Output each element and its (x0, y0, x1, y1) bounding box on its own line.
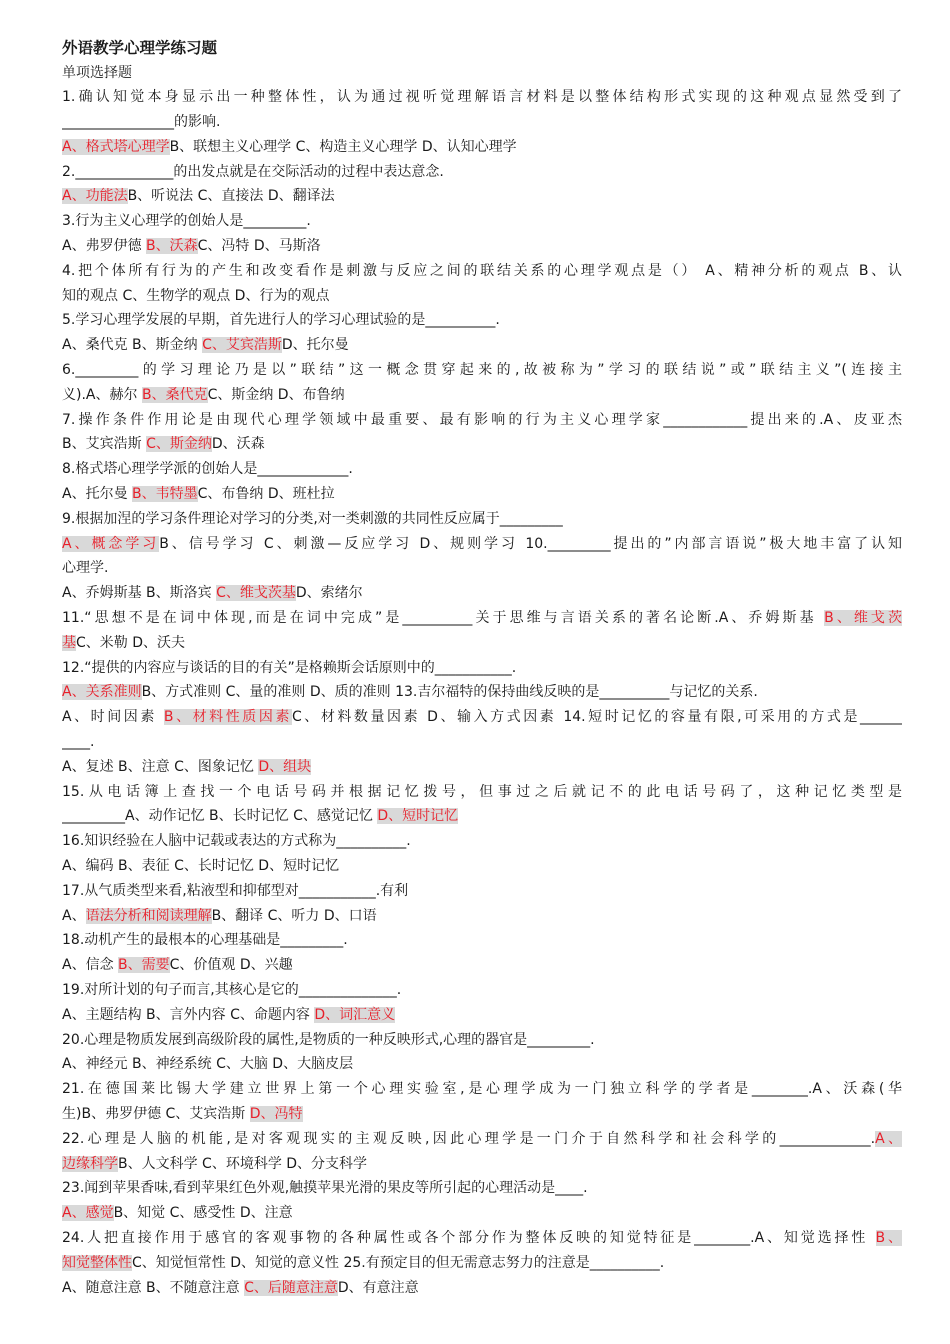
text-segment: B、知觉 C、感受性 D、注意 (113, 1205, 293, 1222)
answer-highlight: C、艾宾浩斯 (202, 337, 282, 354)
text-line (62, 1152, 902, 1177)
text-line (62, 804, 902, 829)
text-segment: 8.格式塔心理学学派的创始人是_____________. (62, 461, 353, 478)
text-line (62, 978, 902, 1003)
answer-highlight: A、格式塔心理学 (62, 138, 170, 155)
text-segment: A、神经元 B、神经系统 C、大脑 D、大脑皮层 (62, 1056, 354, 1073)
section-heading: 单项选择题 (62, 64, 132, 81)
answer-highlight: A、概念学习 (62, 535, 160, 552)
text-segment: 9.根据加涅的学习条件理论对学习的分类,对一类刺激的共同性反应属于_________ (62, 510, 563, 527)
text-line (62, 556, 902, 581)
text-line (62, 928, 902, 953)
answer-highlight: B、需要 (118, 957, 170, 974)
text-segment: B、听说法 C、直接法 D、翻译法 (127, 188, 335, 205)
text-segment: 21.在德国莱比锡大学建立世界上第一个心理实验室,是心理学成为一门独立科学的学者是________.A、沃森(华 (62, 1081, 902, 1098)
text-segment: 7.操作条件作用论是由现代心理学领域中最重要、最有影响的行为主义心理学家____________提出来的.A、皮亚杰 (62, 411, 902, 428)
text-line (62, 1102, 902, 1127)
text-segment: A、 (62, 907, 86, 924)
text-line (62, 829, 902, 854)
text-line (62, 1003, 902, 1028)
text-segment: C、材料数量因素 D、输入方式因素 14.短时记忆的容量有限,可采用的方式是______ (291, 709, 902, 726)
text-segment: 5.学习心理学发展的早期，首先进行人的学习心理试验的是__________. (62, 312, 500, 329)
text-line (62, 383, 902, 408)
text-line (62, 1077, 902, 1102)
text-segment: 知的观点 C、生物学的观点 D、行为的观点 (62, 287, 330, 304)
text-segment: 17.从气质类型来看,粘液型和抑郁型对___________.有利 (62, 882, 409, 899)
text-segment: 22.心理是人脑的机能,是对客观现实的主观反映,因此心理学是一门介于自然科学和社会科学的_____________. (62, 1130, 876, 1147)
text-segment: 19.对所计划的句子而言,其核心是它的______________. (62, 981, 402, 998)
answer-highlight: 边缘科学 (62, 1155, 118, 1172)
text-line (62, 631, 902, 656)
text-segment: C、价值观 D、兴趣 (169, 957, 293, 974)
answer-highlight: D、词汇意义 (314, 1006, 396, 1023)
text-segment: A、弗罗伊德 (62, 238, 147, 255)
answer-highlight: B、材料性质因素 (163, 709, 292, 726)
text-segment: 3.行为主义心理学的创始人是_________. (62, 213, 311, 230)
text-segment: C、布鲁纳 D、班杜拉 (197, 486, 335, 503)
answer-highlight: B、桑代克 (141, 386, 208, 403)
text-line (62, 656, 902, 681)
answer-highlight: D、冯特 (249, 1105, 303, 1122)
text-segment: A、时间因素 (62, 709, 164, 726)
answer-highlight: A、 (875, 1130, 902, 1147)
text-segment: 义).A、赫尔 (62, 386, 142, 403)
text-line (62, 408, 902, 433)
text-line (62, 730, 902, 755)
text-line (62, 581, 902, 606)
text-segment: 23.闻到苹果香味,看到苹果红色外观,触摸苹果光滑的果皮等所引起的心理活动是____. (62, 1180, 588, 1197)
answer-highlight: C、斯金纳 (146, 436, 212, 453)
text-segment: _________A、动作记忆 B、长时记忆 C、感觉记忆 (62, 808, 378, 825)
text-segment: ____. (62, 734, 95, 751)
text-segment: 12.“提供的内容应与谈话的目的有关”是格赖斯会话原则中的___________. (62, 659, 517, 676)
answer-highlight: B、维戈茨 (824, 610, 902, 627)
text-line (62, 507, 902, 532)
text-segment: 11.“思想不是在词中体现,而是在词中完成”是__________关于思维与言语关系的著名论断.A、乔姆斯基 (62, 610, 825, 627)
text-line (62, 755, 902, 780)
text-line (62, 209, 902, 234)
text-segment: 2.______________的出发点就是在交际活动的过程中表达意念. (62, 163, 444, 180)
answer-highlight: 基 (62, 634, 76, 651)
text-segment: 4.把个体所有行为的产生和改变看作是刺激与反应之间的联结关系的心理学观点是（） A、精神分析的观点 B、认 (62, 262, 902, 279)
text-segment: D、托尔曼 (281, 337, 349, 354)
text-line (62, 1052, 902, 1077)
text-line (62, 308, 902, 333)
text-line (62, 953, 902, 978)
text-segment: D、有意注意 (337, 1279, 419, 1296)
text-segment: C、米勒 D、沃夫 (76, 634, 186, 651)
text-line (62, 1251, 902, 1276)
answer-highlight: D、组块 (258, 758, 312, 775)
text-segment: 6._________的学习理论乃是以”联结”这一概念贯穿起来的,故被称为”学习的联结说”或”联结主义”(连接主 (62, 362, 902, 379)
text-line (62, 135, 902, 160)
text-segment: D、索绪尔 (295, 585, 363, 602)
text-line (62, 1226, 902, 1251)
text-segment: B、人文科学 C、环境科学 D、分支科学 (118, 1155, 368, 1172)
text-line (62, 705, 902, 730)
text-segment: B、艾宾浩斯 (62, 436, 147, 453)
text-segment: A、乔姆斯基 B、斯洛宾 (62, 585, 217, 602)
document-title: 外语教学心理学练习题 (62, 39, 218, 57)
text-line (62, 780, 902, 805)
text-segment: A、托尔曼 (62, 486, 133, 503)
text-segment: B、翻译 C、听力 D、口语 (211, 907, 377, 924)
text-line (62, 1028, 902, 1053)
text-segment: C、知觉恒常性 D、知觉的意义性 25.有预定目的但无需意志努力的注意是__________. (132, 1254, 665, 1271)
text-segment: B、方式准则 C、量的准则 D、质的准则 13.吉尔福特的保持曲线反映的是__________与记忆的关系. (141, 684, 758, 701)
text-line (62, 606, 902, 631)
text-segment: 24.人把直接作用于感官的客观事物的各种属性或各个部分作为整体反映的知觉特征是________.A、知觉选择性 (62, 1229, 876, 1246)
text-segment: A、信念 (62, 957, 119, 974)
text-line (62, 532, 902, 557)
text-segment: D、沃森 (211, 436, 265, 453)
text-line (62, 333, 902, 358)
text-line (62, 680, 902, 705)
text-segment: A、随意注意 B、不随意注意 (62, 1279, 245, 1296)
text-line (62, 160, 902, 185)
text-line (62, 110, 902, 135)
text-line (62, 358, 902, 383)
text-line (62, 482, 902, 507)
answer-highlight: D、短时记忆 (377, 808, 459, 825)
text-segment: 生)B、弗罗伊德 C、艾宾浩斯 (62, 1105, 250, 1122)
answer-highlight: 语法分析和阅读理解 (85, 907, 212, 924)
answer-highlight: A、功能法 (62, 188, 128, 205)
text-segment: C、斯金纳 D、布鲁纳 (207, 386, 345, 403)
answer-highlight: B、韦特墨 (132, 486, 198, 503)
text-segment: B、信号学习 C、刺激—反应学习 D、规则学习 10._________提出的”内部言语说”极大地丰富了认知 (159, 535, 902, 552)
text-line (62, 259, 902, 284)
answer-highlight: B、沃森 (146, 238, 198, 255)
text-line (62, 854, 902, 879)
text-segment: A、主题结构 B、言外内容 C、命题内容 (62, 1006, 315, 1023)
text-segment: ________________的影响. (62, 114, 221, 131)
text-segment: A、桑代克 B、斯金纳 (62, 337, 203, 354)
text-line (62, 432, 902, 457)
text-segment: 1.确认知觉本身显示出一种整体性，认为通过视听觉理解语言材料是以整体结构形式实现的这种观点显然受到了 (62, 89, 902, 106)
text-segment: 心理学. (62, 560, 109, 577)
answer-highlight: C、维戈茨基 (216, 585, 296, 602)
text-line (62, 184, 902, 209)
text-line (62, 904, 902, 929)
text-segment: A、复述 B、注意 C、图象记忆 (62, 758, 259, 775)
text-line (62, 457, 902, 482)
answer-highlight: 知觉整体性 (62, 1254, 132, 1271)
answer-highlight: A、感觉 (62, 1205, 114, 1222)
text-line (62, 234, 902, 259)
text-line (62, 879, 902, 904)
question-list (62, 85, 902, 1300)
text-line (62, 1176, 902, 1201)
text-segment: B、联想主义心理学 C、构造主义心理学 D、认知心理学 (169, 138, 517, 155)
text-line (62, 1201, 902, 1226)
text-segment: 15.从电话簿上查找一个电话号码并根据记忆拨号，但事过之后就记不的此电话号码了，这种记忆类型是 (62, 783, 902, 800)
answer-highlight: C、后随意注意 (244, 1279, 338, 1296)
text-line (62, 85, 902, 110)
answer-highlight: A、关系准则 (62, 684, 142, 701)
text-segment: 16.知识经验在人脑中记载或表达的方式称为__________. (62, 833, 411, 850)
document-page (62, 36, 902, 1300)
text-line (62, 1276, 902, 1301)
answer-highlight: B、 (875, 1229, 902, 1246)
text-line (62, 1127, 902, 1152)
text-segment: 20.心理是物质发展到高级阶段的属性,是物质的一种反映形式,心理的器官是_________. (62, 1031, 595, 1048)
text-segment: A、编码 B、表征 C、长时记忆 D、短时记忆 (62, 858, 340, 874)
text-line (62, 284, 902, 309)
text-segment: 18.动机产生的最根本的心理基础是_________. (62, 932, 348, 949)
text-segment: C、冯特 D、马斯洛 (197, 238, 321, 255)
